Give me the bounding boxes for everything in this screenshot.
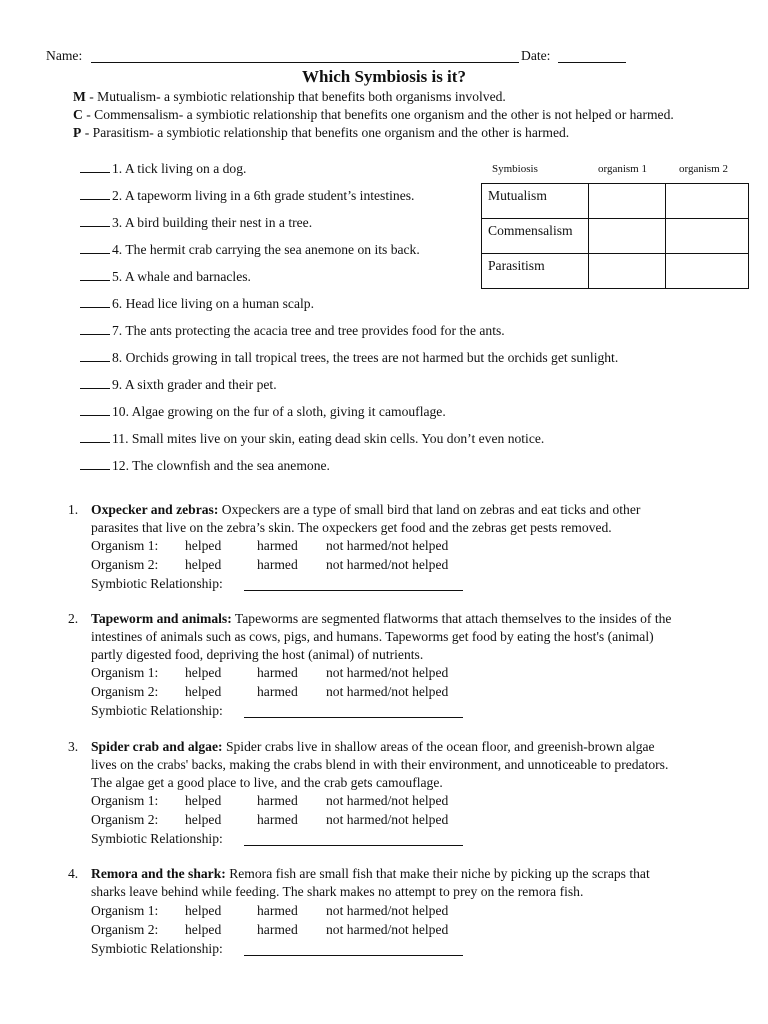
definition-commensalism: C - Commensalism- a symbiotic relationship that benefits one organism and the other is not helped or harmed. [73,107,674,122]
option-harmed[interactable]: harmed [257,538,298,553]
table-row [482,254,749,289]
option-neither[interactable]: not harmed/not helped [326,684,449,699]
list-item: 2. A tapeworm living in a 6th grade student’s intestines. [80,187,414,205]
relationship-label: Symbiotic Relationship: [91,941,223,956]
list-item: 1. A tick living on a dog. [80,160,246,178]
relationship-blank[interactable] [244,845,463,846]
name-blank[interactable] [91,62,519,63]
option-neither[interactable]: not harmed/not helped [326,903,449,918]
option-helped[interactable]: helped [185,557,222,572]
organism-1-label: Organism 1: [91,903,159,918]
table-cell-input[interactable] [589,219,666,254]
passage-text: partly digested food, depriving the host (animal) of nutrients. [91,647,424,662]
relationship-blank[interactable] [244,955,463,956]
table-header: organism 1 [598,163,647,175]
relationship-label: Symbiotic Relationship: [91,831,223,846]
option-harmed[interactable]: harmed [257,922,298,937]
table-header: Symbiosis [492,163,538,175]
option-helped[interactable]: helped [185,793,222,808]
passage-text: parasites that live on the zebra’s skin. The oxpeckers get food and the zebras get pests removed. [91,520,612,535]
option-harmed[interactable]: harmed [257,557,298,572]
option-neither[interactable]: not harmed/not helped [326,812,449,827]
answer-blank[interactable] [80,349,110,362]
option-harmed[interactable]: harmed [257,812,298,827]
passage-text: lives on the crabs' backs, making the crabs blend in with their environment, and unnoticeable to predators. [91,757,669,772]
table-cell-input[interactable] [666,219,749,254]
option-neither[interactable]: not harmed/not helped [326,793,449,808]
option-neither[interactable]: not harmed/not helped [326,665,449,680]
organism-2-label: Organism 2: [91,684,159,699]
passage-number: 2. [68,611,79,626]
organism-2-label: Organism 2: [91,922,159,937]
relationship-blank[interactable] [244,717,463,718]
list-item: 3. A bird building their nest in a tree. [80,214,312,232]
option-helped[interactable]: helped [185,684,222,699]
organism-1-label: Organism 1: [91,793,159,808]
answer-blank[interactable] [80,376,110,389]
table-header: organism 2 [679,163,728,175]
answer-blank[interactable] [80,322,110,335]
answer-blank[interactable] [80,241,110,254]
relationship-label: Symbiotic Relationship: [91,576,223,591]
option-neither[interactable]: not harmed/not helped [326,557,449,572]
page-title: Which Symbiosis is it? [302,67,466,86]
passage-number: 3. [68,739,79,754]
date-label: Date: [521,48,551,63]
option-helped[interactable]: helped [185,538,222,553]
option-harmed[interactable]: harmed [257,793,298,808]
passage-text: Tapeworm and animals: Tapeworms are segmented flatworms that attach themselves to the insides of the [91,611,672,626]
answer-blank[interactable] [80,430,110,443]
option-harmed[interactable]: harmed [257,684,298,699]
organism-2-label: Organism 2: [91,557,159,572]
passage-text: Oxpecker and zebras: Oxpeckers are a type of small bird that land on zebras and eat ticks and other [91,502,641,517]
table-cell-label: Commensalism [482,219,589,254]
table-cell-input[interactable] [666,184,749,219]
table-cell-label: Mutualism [482,184,589,219]
answer-blank[interactable] [80,268,110,281]
answer-blank[interactable] [80,403,110,416]
passage-text: The algae get a good place to live, and the crab gets camouflage. [91,775,443,790]
passage-text: intestines of animals such as cows, pigs, and humans. Tapeworms get food by eating the host's (animal) [91,629,654,644]
option-helped[interactable]: helped [185,665,222,680]
list-item: 12. The clownfish and the sea anemone. [80,457,330,475]
list-item: 4. The hermit crab carrying the sea anemone on its back. [80,241,420,259]
answer-blank[interactable] [80,160,110,173]
list-item: 8. Orchids growing in tall tropical trees, the trees are not harmed but the orchids get sunlight. [80,349,618,367]
answer-blank[interactable] [80,214,110,227]
list-item: 6. Head lice living on a human scalp. [80,295,314,313]
relationship-blank[interactable] [244,590,463,591]
option-helped[interactable]: helped [185,903,222,918]
option-harmed[interactable]: harmed [257,665,298,680]
list-item: 9. A sixth grader and their pet. [80,376,277,394]
list-item: 10. Algae growing on the fur of a sloth, giving it camouflage. [80,403,446,421]
answer-blank[interactable] [80,457,110,470]
list-item: 7. The ants protecting the acacia tree and tree provides food for the ants. [80,322,505,340]
passage-text: Remora and the shark: Remora fish are small fish that make their niche by picking up the scraps that [91,866,650,881]
table-cell-label: Parasitism [482,254,589,289]
option-neither[interactable]: not harmed/not helped [326,922,449,937]
relationship-label: Symbiotic Relationship: [91,703,223,718]
option-helped[interactable]: helped [185,812,222,827]
definition-parasitism: P - Parasitism- a symbiotic relationship that benefits one organism and the other is harmed. [73,125,570,140]
option-harmed[interactable]: harmed [257,903,298,918]
organism-1-label: Organism 1: [91,538,159,553]
symbiosis-table [481,183,749,289]
option-neither[interactable]: not harmed/not helped [326,538,449,553]
name-label: Name: [46,48,83,63]
organism-2-label: Organism 2: [91,812,159,827]
table-cell-input[interactable] [589,184,666,219]
definition-mutualism: M - Mutualism- a symbiotic relationship that benefits both organisms involved. [73,89,506,104]
passage-text: Spider crab and algae: Spider crabs live in shallow areas of the ocean floor, and greenish-brown algae [91,739,655,754]
table-cell-input[interactable] [589,254,666,289]
list-item: 5. A whale and barnacles. [80,268,251,286]
table-row [482,184,749,219]
table-cell-input[interactable] [666,254,749,289]
option-helped[interactable]: helped [185,922,222,937]
organism-1-label: Organism 1: [91,665,159,680]
table-row [482,219,749,254]
passage-number: 1. [68,502,79,517]
answer-blank[interactable] [80,187,110,200]
date-blank[interactable] [558,62,626,63]
answer-blank[interactable] [80,295,110,308]
list-item: 11. Small mites live on your skin, eating dead skin cells. You don’t even notice. [80,430,544,448]
passage-text: sharks leave behind while feeding. The shark makes no attempt to prey on the remora fish. [91,884,584,899]
passage-number: 4. [68,866,79,881]
